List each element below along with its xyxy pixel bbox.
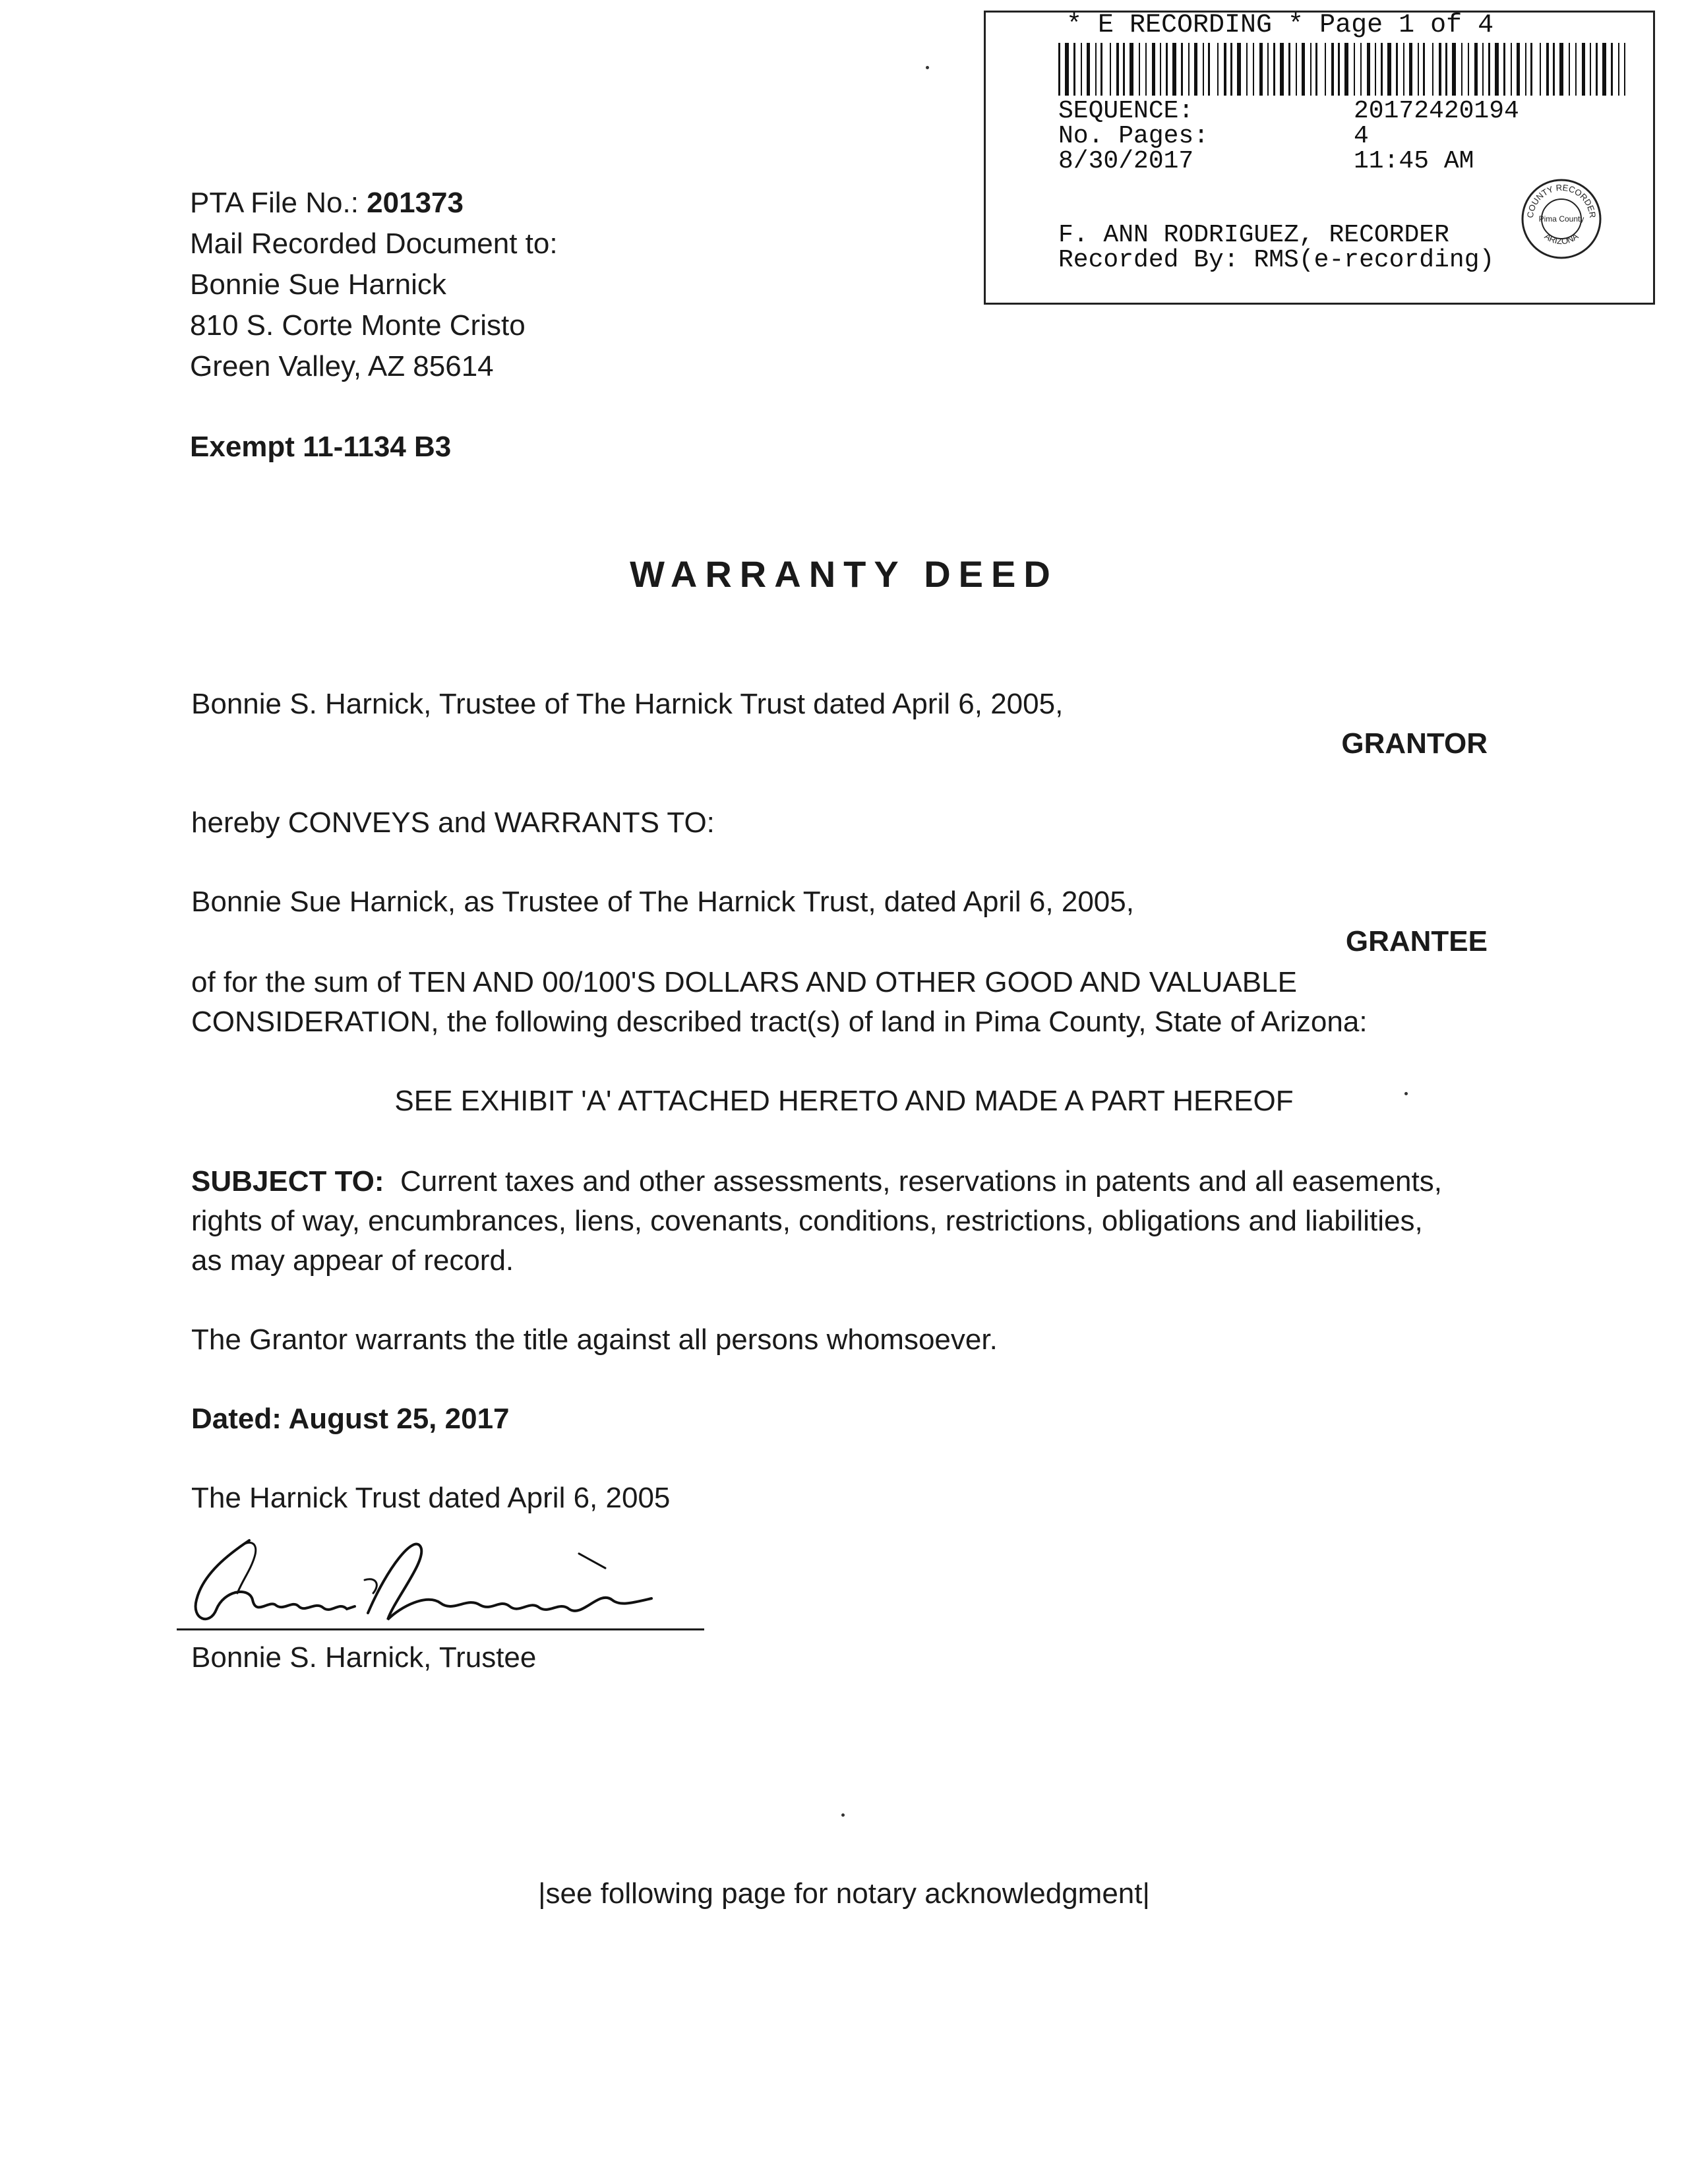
- document-title: WARRANTY DEED: [630, 553, 1058, 595]
- svg-text:Pima County: Pima County: [1538, 214, 1584, 224]
- recorder-name: F. ANN RODRIGUEZ, RECORDER: [1058, 221, 1449, 249]
- subject-to-line-3: as may appear of record.: [191, 1244, 514, 1277]
- recorded-by: Recorded By: RMS(e-recording): [1058, 246, 1495, 274]
- subject-to-line-1: [191, 1163, 1442, 1200]
- pta-file-line: [190, 185, 464, 222]
- pta-file-label: PTA File No.:: [190, 187, 367, 219]
- barcode-icon: [1058, 43, 1625, 96]
- sequence-label: SEQUENCE:: [1058, 97, 1194, 125]
- recording-header: * E RECORDING * Page 1 of 4: [1066, 11, 1494, 40]
- signer-name: Bonnie S. Harnick, Trustee: [191, 1641, 537, 1674]
- svg-text:ARIZONA: ARIZONA: [1542, 231, 1581, 247]
- dated-line: Dated: August 25, 2017: [191, 1403, 510, 1435]
- consideration-line-1: of for the sum of TEN AND 00/100'S DOLLARS AND OTHER GOOD AND VALUABLE: [191, 966, 1297, 998]
- mail-to-street: 810 S. Corte Monte Cristo: [190, 309, 526, 342]
- recording-stamp: [984, 11, 1655, 305]
- warranty-statement: The Grantor warrants the title against all persons whomsoever.: [191, 1323, 998, 1356]
- consideration-line-2: CONSIDERATION, the following described tract(s) of land in Pima County, State of Arizona:: [191, 1006, 1368, 1038]
- pta-file-number: 201373: [367, 187, 464, 219]
- grantee-line: Bonnie Sue Harnick, as Trustee of The Harnick Trust, dated April 6, 2005,: [191, 886, 1134, 918]
- grantor-label: GRANTOR: [1341, 727, 1488, 760]
- scan-speck: [841, 1813, 845, 1817]
- pages-label: No. Pages:: [1058, 122, 1209, 150]
- exhibit-reference: SEE EXHIBIT 'A' ATTACHED HERETO AND MADE A PART HEREOF: [394, 1085, 1294, 1117]
- svg-text:COUNTY RECORDER: COUNTY RECORDER: [1524, 182, 1598, 219]
- mail-to-label: Mail Recorded Document to:: [190, 228, 558, 260]
- exempt-code: Exempt 11-1134 B3: [190, 431, 452, 463]
- scan-speck: [1404, 1092, 1408, 1095]
- grantor-line: Bonnie S. Harnick, Trustee of The Harnick Trust dated April 6, 2005,: [191, 688, 1064, 720]
- subject-to-line-2: rights of way, encumbrances, liens, covenants, conditions, restrictions, obligations and liabilities,: [191, 1205, 1423, 1237]
- conveys-line: hereby CONVEYS and WARRANTS TO:: [191, 806, 715, 839]
- trust-name: The Harnick Trust dated April 6, 2005: [191, 1482, 671, 1514]
- pages-value: 4: [1354, 122, 1369, 150]
- signature-icon: [177, 1527, 704, 1646]
- recording-time: 11:45 AM: [1354, 147, 1474, 175]
- mail-to-city: Green Valley, AZ 85614: [190, 350, 494, 382]
- grantee-label: GRANTEE: [1345, 925, 1488, 957]
- recording-date: 8/30/2017: [1058, 147, 1194, 175]
- subject-to-label: SUBJECT TO:: [191, 1165, 384, 1198]
- sequence-value: 20172420194: [1354, 97, 1519, 125]
- scan-speck: [926, 66, 929, 69]
- county-seal-icon: [1520, 177, 1603, 260]
- mail-to-name: Bonnie Sue Harnick: [190, 268, 446, 301]
- notary-reference: |see following page for notary acknowledgment|: [538, 1877, 1150, 1910]
- subject-to-text: Current taxes and other assessments, reservations in patents and all easements,: [400, 1165, 1442, 1198]
